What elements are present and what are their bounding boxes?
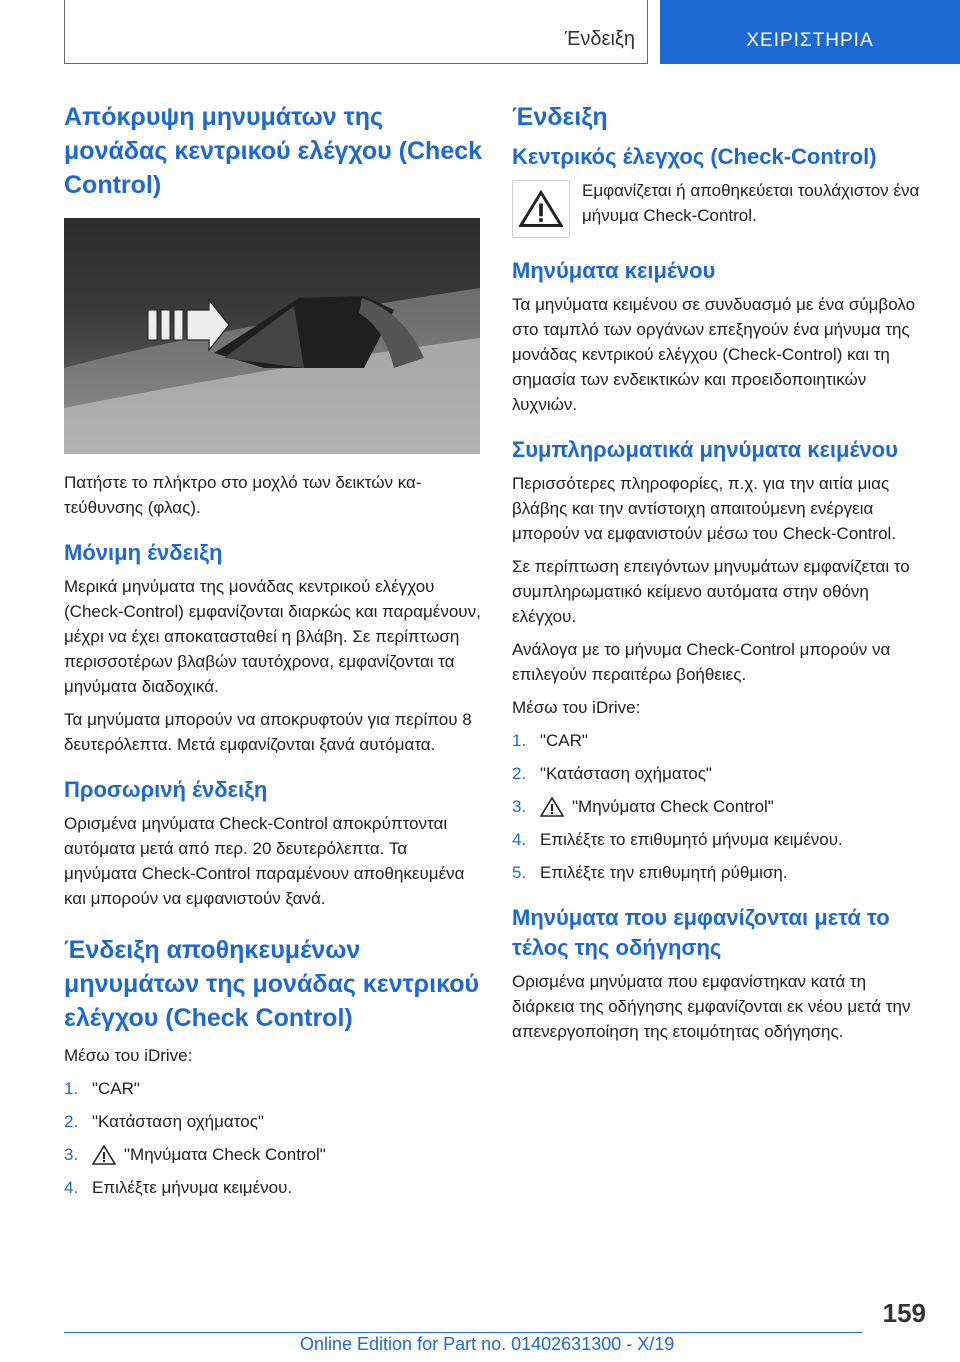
permanent-display-text-2: Τα μηνύματα μπορούν να αποκρυφτούν για περίπου 8 δευτερόλεπτα. Μετά εμφανίζονται ξανά αυτόματα. — [64, 710, 472, 754]
list-item — [512, 728, 932, 753]
warning-triangle-icon — [519, 190, 563, 228]
list-item — [512, 794, 932, 819]
step-text: "CAR" — [540, 731, 588, 750]
supplementary-steps — [512, 728, 932, 885]
heading-hide-messages: Απόκρυψη μηνυμάτων της μονάδας κεντρικού ελέγχου (Check Control) — [64, 103, 483, 199]
right-column — [512, 100, 932, 1052]
urgent-messages-text: Σε περίπτωση επειγόντων μηνυμάτων εμφανίζεται το συμπληρωματικό κείμενο αυτόματα στην οθόνη ελέγχου. — [512, 557, 910, 626]
text-messages-text: Τα μηνύματα κειμένου σε συνδυασμό με ένα σύμβολο στο ταμπλό των οργάνων επεξηγούν ένα μήνυμα της μονάδας κεντρικού ελέγχου (Check-Control) και τη σημασία των ενδεικτικών και προειδοποιητικών λυχνιών. — [512, 295, 916, 414]
left-column — [64, 100, 484, 1208]
warning-box — [512, 180, 570, 238]
header-chapter-tab[interactable] — [660, 0, 960, 64]
header-section-title: Ένδειξη — [564, 28, 635, 50]
permanent-display-text: Μερικά μηνύματα της μονάδας κεντρικού ελέγχου (Check-Control) εμφανίζονται διαρκώς και παραμένουν, μέχρι να έχει αποκατασταθεί η βλάβη. Σε περίπτωση περισσοτέρων βλαβών ταυτόχρονα, εμφανίζονται τα μηνύματα διαδοχικά. — [64, 577, 481, 696]
heading-display: Ένδειξη — [512, 103, 608, 131]
via-idrive-text: Μέσω του iDrive: — [512, 698, 641, 717]
step-text: Επιλέξτε το επιθυμητό μήνυμα κειμένου. — [540, 830, 843, 849]
warning-triangle-icon — [92, 1145, 116, 1165]
list-item — [64, 1142, 484, 1167]
step-number: 4. — [64, 1178, 79, 1197]
further-help-text: Ανάλογα με το μήνυμα Check-Control μπορούν να επιλεγούν περαιτέρω βοήθειες. — [512, 640, 891, 684]
list-item — [64, 1076, 484, 1101]
step-number: 2. — [512, 764, 527, 783]
check-control-info — [512, 178, 932, 238]
list-item — [512, 827, 932, 852]
after-driving-text: Ορισμένα μηνύματα που εμφανίστηκαν κατά τη διάρκεια της οδήγησης εμφανίζονται εκ νέου μετά την απενεργοποίηση της ετοιμότητας οδήγησης. — [512, 972, 911, 1041]
warning-triangle-icon — [540, 797, 564, 817]
step-text: "Μηνύματα Check Control" — [572, 797, 774, 816]
stored-messages-steps — [64, 1076, 484, 1200]
list-item — [64, 1175, 484, 1200]
step-text: Επιλέξτε την επιθυμητή ρύθμιση. — [540, 863, 788, 882]
step-number: 3. — [64, 1145, 79, 1164]
header-chapter-label: ΧΕΙΡΙΣΤΗΡΙΑ — [746, 30, 874, 51]
footer-divider — [64, 1332, 862, 1333]
step-number: 1. — [64, 1079, 79, 1098]
step-text: Επιλέξτε μήνυμα κειμένου. — [92, 1178, 293, 1197]
heading-after-driving: Μηνύματα που εμφανίζονται μετά το τέλος της οδήγησης — [512, 905, 890, 960]
press-button-text: Πατήστε το πλήκτρο στο μοχλό των δεικτών κατεύθυνσης (φλας). — [64, 473, 422, 517]
heading-text-messages: Μηνύματα κειμένου — [512, 258, 716, 283]
step-text: "Κατάσταση οχήματος" — [92, 1112, 264, 1131]
turn-signal-lever-photo — [64, 218, 480, 454]
heading-supplementary-messages: Συμπληρωματικά μηνύματα κειμένου — [512, 437, 898, 462]
heading-temporary-display: Προσωρινή ένδειξη — [64, 777, 268, 802]
step-number: 2. — [64, 1112, 79, 1131]
heading-check-control: Κεντρικός έλεγχος (Check-Control) — [512, 144, 877, 169]
page-number: 159 — [882, 1298, 926, 1328]
temporary-display-text: Ορισμένα μηνύματα Check-Control αποκρύπτονται αυτόματα μετά από περ. 20 δευτερόλεπτα. Τα μηνύματα Check-Control παραμένουν αποθηκευμένα και μπορούν να εμφανιστούν ξανά. — [64, 814, 465, 908]
step-text: "CAR" — [92, 1079, 140, 1098]
header-box — [64, 0, 648, 64]
step-text: "Μηνύματα Check Control" — [124, 1145, 326, 1164]
supplementary-text: Περισσότερες πληροφορίες, π.χ. για την αιτία μιας βλάβης και την αντίστοιχη απαιτούμενη ενέργεια μπορούν να εμφανιστούν μέσω του Check-Control. — [512, 474, 897, 543]
footer-edition: Online Edition for Part no. 01402631300 - X/19 — [300, 1334, 675, 1354]
heading-stored-messages: Ένδειξη αποθηκευμένων μηνυμάτων της μονάδας κεντρικού ελέγχου (Check Control) — [64, 936, 480, 1032]
step-number: 1. — [512, 731, 527, 750]
list-item — [512, 860, 932, 885]
lever-illustration — [64, 218, 480, 454]
via-idrive-text: Μέσω του iDrive: — [64, 1046, 193, 1065]
list-item — [64, 1109, 484, 1134]
step-text: "Κατάσταση οχήματος" — [540, 764, 712, 783]
list-item — [512, 761, 932, 786]
check-control-text: Εμφανίζεται ή αποθηκεύεται τουλάχιστον ένα μήνυμα Check-Control. — [582, 181, 920, 225]
step-number: 5. — [512, 863, 527, 882]
step-number: 4. — [512, 830, 527, 849]
step-number: 3. — [512, 797, 527, 816]
heading-permanent-display: Μόνιμη ένδειξη — [64, 540, 223, 565]
